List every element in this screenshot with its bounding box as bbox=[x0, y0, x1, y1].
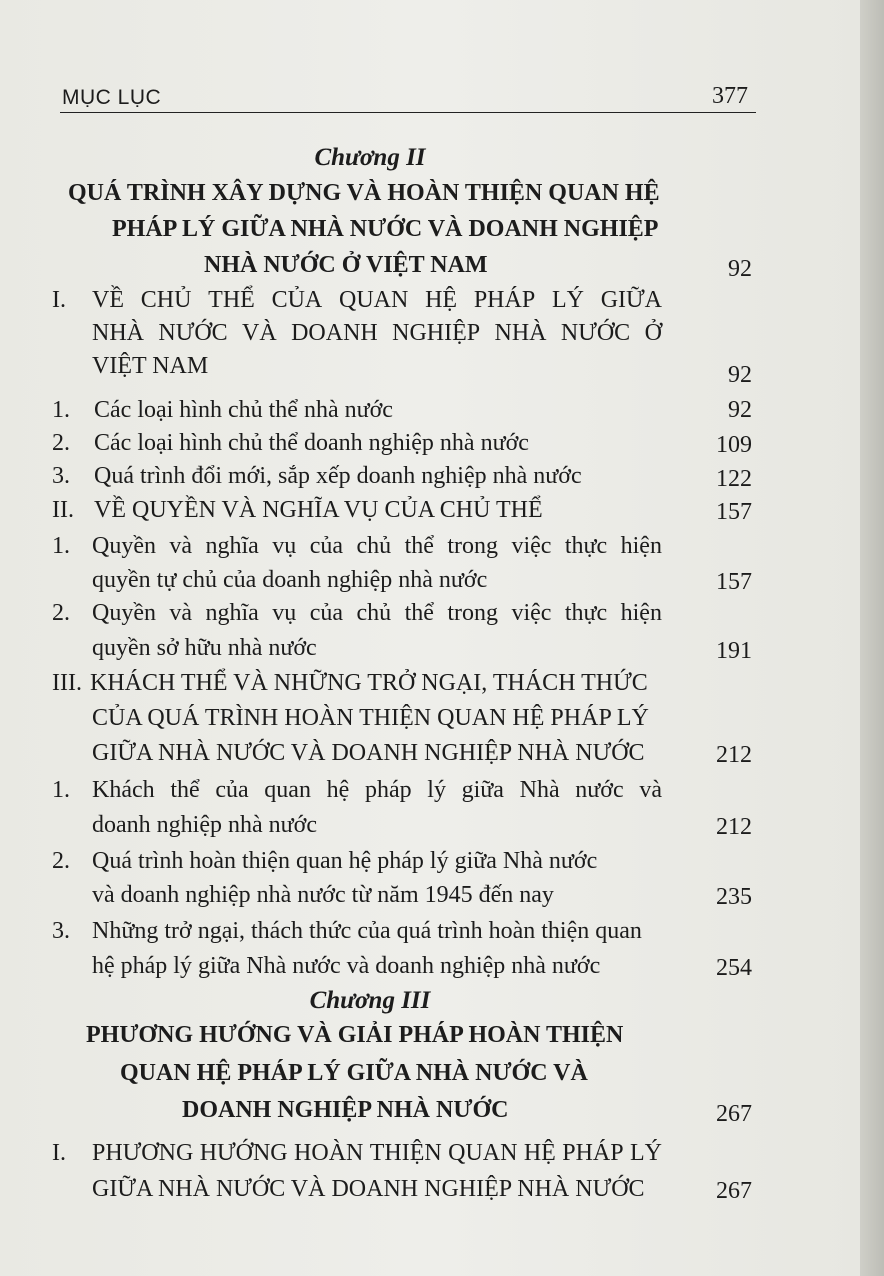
toc-page-number: 191 bbox=[716, 638, 752, 664]
toc-entry-line: VỀ CHỦ THỂ CỦA QUAN HỆ PHÁP LÝ GIỮA bbox=[92, 287, 662, 313]
toc-entry-line: VIỆT NAM bbox=[92, 353, 209, 379]
toc-entry-line: doanh nghiệp nhà nước bbox=[92, 812, 317, 838]
toc-page-number: 157 bbox=[716, 499, 752, 525]
toc-page-number: 92 bbox=[728, 397, 752, 423]
toc-entry-number: III. bbox=[52, 670, 82, 696]
chapter-title-line: NHÀ NƯỚC Ở VIỆT NAM bbox=[204, 252, 488, 278]
toc-entry-line: quyền sở hữu nhà nước bbox=[92, 635, 317, 661]
toc-entry-line: NHÀ NƯỚC VÀ DOANH NGHIỆP NHÀ NƯỚC Ở bbox=[92, 320, 662, 346]
header-rule bbox=[60, 112, 756, 113]
chapter-title-line: QUÁ TRÌNH XÂY DỰNG VÀ HOÀN THIỆN QUAN HỆ bbox=[68, 180, 660, 206]
page-edge-shadow bbox=[860, 0, 884, 1276]
toc-entry-title: Các loại hình chủ thể nhà nước bbox=[94, 397, 393, 423]
toc-entry-title: VỀ QUYỀN VÀ NGHĨA VỤ CỦA CHỦ THỂ bbox=[94, 497, 543, 523]
toc-entry-line: hệ pháp lý giữa Nhà nước và doanh nghiệp nhà nước bbox=[92, 953, 601, 979]
toc-entry-number: I. bbox=[52, 1140, 66, 1166]
toc-entry-line: Những trở ngại, thách thức của quá trình hoàn thiện quan bbox=[92, 918, 642, 944]
toc-page-number: 92 bbox=[728, 256, 752, 282]
toc-entry-number: 2. bbox=[52, 600, 70, 626]
toc-entry-number: 1. bbox=[52, 777, 70, 803]
toc-entry-line: Quá trình hoàn thiện quan hệ pháp lý giữa Nhà nước bbox=[92, 848, 598, 874]
toc-page-number: 254 bbox=[716, 955, 752, 981]
toc-entry-number: 1. bbox=[52, 533, 70, 559]
toc-entry-line: CỦA QUÁ TRÌNH HOÀN THIỆN QUAN HỆ PHÁP LÝ bbox=[92, 705, 649, 731]
running-header-section: MỤC LỤC bbox=[62, 86, 162, 109]
toc-entry-number: 3. bbox=[52, 918, 70, 944]
toc-page-number: 109 bbox=[716, 432, 752, 458]
toc-entry-line: và doanh nghiệp nhà nước từ năm 1945 đến nay bbox=[92, 882, 554, 908]
toc-entry-number: 3. bbox=[52, 463, 70, 489]
toc-page-number: 267 bbox=[716, 1178, 752, 1204]
chapter-label: Chương III bbox=[309, 987, 431, 1014]
chapter-label: Chương II bbox=[314, 144, 426, 171]
toc-entry-number: 2. bbox=[52, 848, 70, 874]
toc-page-number: 212 bbox=[716, 742, 752, 768]
toc-entry-line: GIỮA NHÀ NƯỚC VÀ DOANH NGHIỆP NHÀ NƯỚC bbox=[92, 1176, 645, 1202]
toc-entry-line: Quyền và nghĩa vụ của chủ thể trong việc thực hiện bbox=[92, 600, 662, 626]
chapter-title-line: PHƯƠNG HƯỚNG VÀ GIẢI PHÁP HOÀN THIỆN bbox=[86, 1022, 624, 1048]
toc-page-number: 92 bbox=[728, 362, 752, 388]
toc-entry-number: II. bbox=[52, 497, 74, 523]
toc-page-number: 212 bbox=[716, 814, 752, 840]
chapter-title-line: PHÁP LÝ GIỮA NHÀ NƯỚC VÀ DOANH NGHIỆP bbox=[112, 216, 659, 242]
toc-entry-title: Quá trình đổi mới, sắp xếp doanh nghiệp nhà nước bbox=[94, 463, 582, 489]
toc-page-number: 235 bbox=[716, 884, 752, 910]
toc-entry-line: quyền tự chủ của doanh nghiệp nhà nước bbox=[92, 567, 488, 593]
chapter-title-line: QUAN HỆ PHÁP LÝ GIỮA NHÀ NƯỚC VÀ bbox=[120, 1060, 588, 1086]
toc-entry-title: Các loại hình chủ thể doanh nghiệp nhà nước bbox=[94, 430, 529, 456]
running-header-page-number: 377 bbox=[712, 83, 748, 109]
toc-entry-line: KHÁCH THỂ VÀ NHỮNG TRỞ NGẠI, THÁCH THỨC bbox=[90, 670, 648, 696]
toc-entry-line: Quyền và nghĩa vụ của chủ thể trong việc thực hiện bbox=[92, 533, 662, 559]
toc-entry-line: PHƯƠNG HƯỚNG HOÀN THIỆN QUAN HỆ PHÁP LÝ bbox=[92, 1140, 662, 1166]
toc-entry-line: GIỮA NHÀ NƯỚC VÀ DOANH NGHIỆP NHÀ NƯỚC bbox=[92, 740, 645, 766]
toc-page-number: 267 bbox=[716, 1101, 752, 1127]
toc-entry-number: 1. bbox=[52, 397, 70, 423]
toc-entry-line: Khách thể của quan hệ pháp lý giữa Nhà nước và bbox=[92, 777, 662, 803]
toc-page-number: 122 bbox=[716, 466, 752, 492]
toc-entry-number: I. bbox=[52, 287, 66, 313]
toc-entry-number: 2. bbox=[52, 430, 70, 456]
toc-page-number: 157 bbox=[716, 569, 752, 595]
chapter-title-line: DOANH NGHIỆP NHÀ NƯỚC bbox=[182, 1097, 509, 1123]
